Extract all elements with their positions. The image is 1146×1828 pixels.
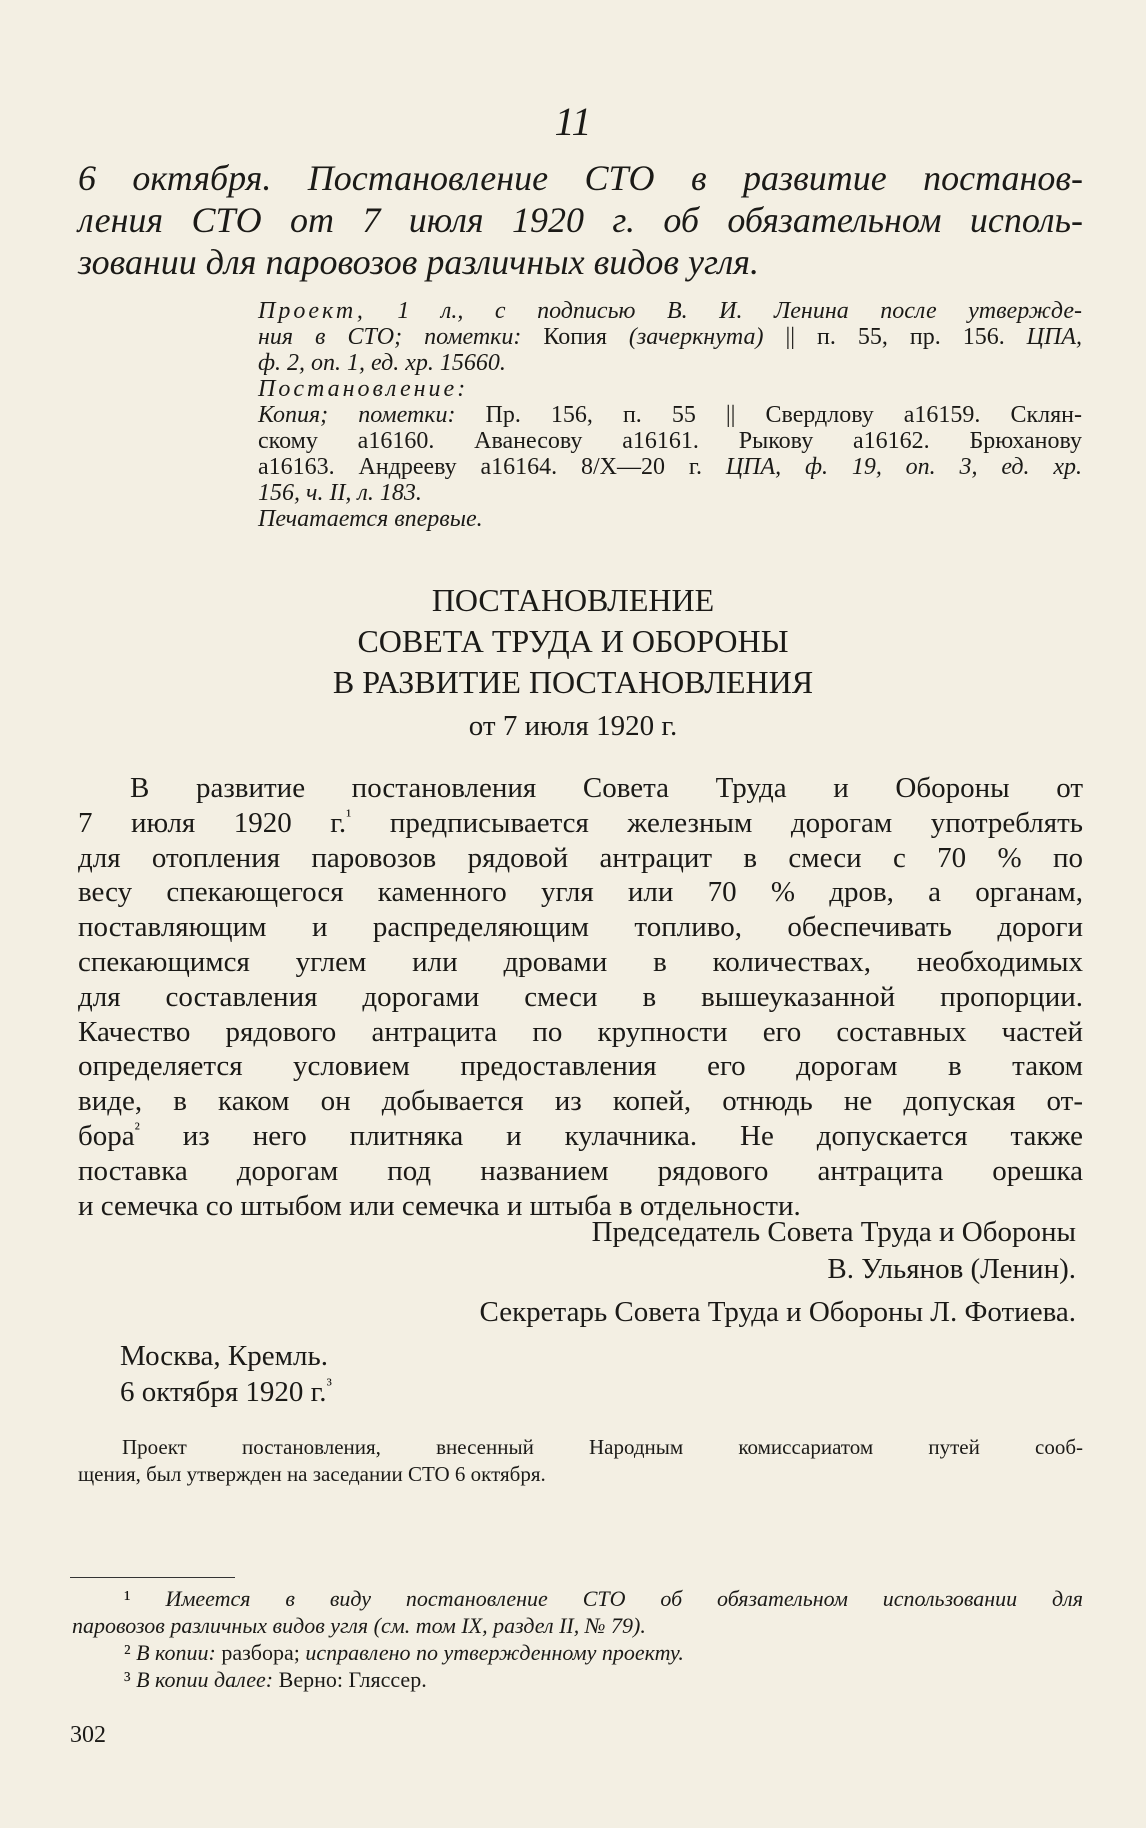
place: Москва, Кремль. [120, 1340, 328, 1372]
heading-line-1: 6 октября. Постановление СТО в развитие постанов- [78, 158, 1083, 198]
secretary-signature: Секретарь Совета Труда и Обороны Л. Фотиева. [479, 1296, 1076, 1328]
title-line-2: СОВЕТА ТРУДА И ОБОРОНЫ [357, 623, 789, 659]
archival-line-3: ф. 2, оп. 1, ед. хр. 15660. [258, 350, 506, 376]
archival-line-1: Проект, 1 л., с подписью В. И. Ленина после утвержде- [258, 298, 1083, 324]
footnote-ref-2: ² [134, 1118, 140, 1139]
footnote-divider [70, 1577, 235, 1578]
chair-signature: В. Ульянов (Ленин). [827, 1253, 1076, 1285]
footnote-1-line-1: ¹ Имеется в виду постановление СТО об обязательном использовании для [124, 1586, 1083, 1611]
archival-resolution-label: Постановление: [258, 376, 469, 402]
signing-date: 6 октября 1920 г.$^{^3}$ [120, 1374, 332, 1408]
archival-line-2: ния в СТО; пометки: Копия (зачеркнута) || п. 55, пр. 156. ЦПА, [258, 324, 1082, 350]
archival-line-5: Копия; пометки: Пр. 156, п. 55 || Свердлову а16159. Склян- [258, 402, 1082, 428]
title-line-1: ПОСТАНОВЛЕНИЕ [431, 582, 715, 618]
archival-line-7: а16163. Андрееву а16164. 8/X—20 г. ЦПА, ф. 19, оп. 3, ед. хр. [258, 454, 1083, 480]
archival-publication-note: Печатается впервые. [258, 506, 483, 532]
decree-body: В развитие постановления Совета Труда и Обороны от 7 июля 1920 г.$^{^1}$ предписывается железным дорогам употреблять для отопления паровозов рядовой антрацит в смеси с 70 % по весу спекающегося каменного угля или 70 % дров, а органам, поставляющим и распределяющим топливо, обеспечивать дороги спекающимся углем или дровами в количествах, необходимых для составления дорогами смеси в вышеуказанной пропорции. Качество рядового антрацита по крупности его составных частей определяется условием предоставления его дорогам в таком виде, в каком он добывается из копей, отнюдь не допуская от- бора$^{^2}$ из него плитняка и кулачника. Не допускается также поставка дорогам под названием рядового антрацита орешка и семечка со штыбом или семечка и штыба в отдельности. [78, 772, 1083, 1222]
editorial-note-line-1: Проект постановления, внесенный Народным комиссариатом путей сооб- [122, 1435, 1083, 1459]
archival-line-8: 156, ч. II, л. 183. [258, 480, 422, 506]
editorial-note-line-2: щения, был утвержден на заседании СТО 6 октября. [78, 1462, 546, 1486]
page-number: 302 [70, 1722, 106, 1748]
footnote-ref-3: ³ [326, 1374, 332, 1395]
heading-line-3: зовании для паровозов различных видов угля. [78, 242, 760, 282]
archival-line-6: скому а16160. Аванесову а16161. Рыкову а16162. Брюханову [258, 428, 1082, 454]
heading-line-2: ления СТО от 7 июля 1920 г. об обязательном исполь- [78, 200, 1083, 240]
document-number: 11 [554, 99, 592, 144]
footnote-ref-1: ¹ [346, 805, 352, 826]
title-date: от 7 июля 1920 г. [468, 710, 678, 742]
title-line-3: В РАЗВИТИЕ ПОСТАНОВЛЕНИЯ [332, 664, 814, 700]
footnote-2: ² В копии: разбора; исправлено по утвержденному проекту. [124, 1640, 684, 1665]
footnote-3: ³ В копии далее: Верно: Гляссер. [124, 1667, 427, 1692]
footnote-1-line-2: паровозов различных видов угля (см. том IX, раздел II, № 79). [72, 1613, 646, 1638]
chair-title: Председатель Совета Труда и Обороны [591, 1216, 1076, 1248]
